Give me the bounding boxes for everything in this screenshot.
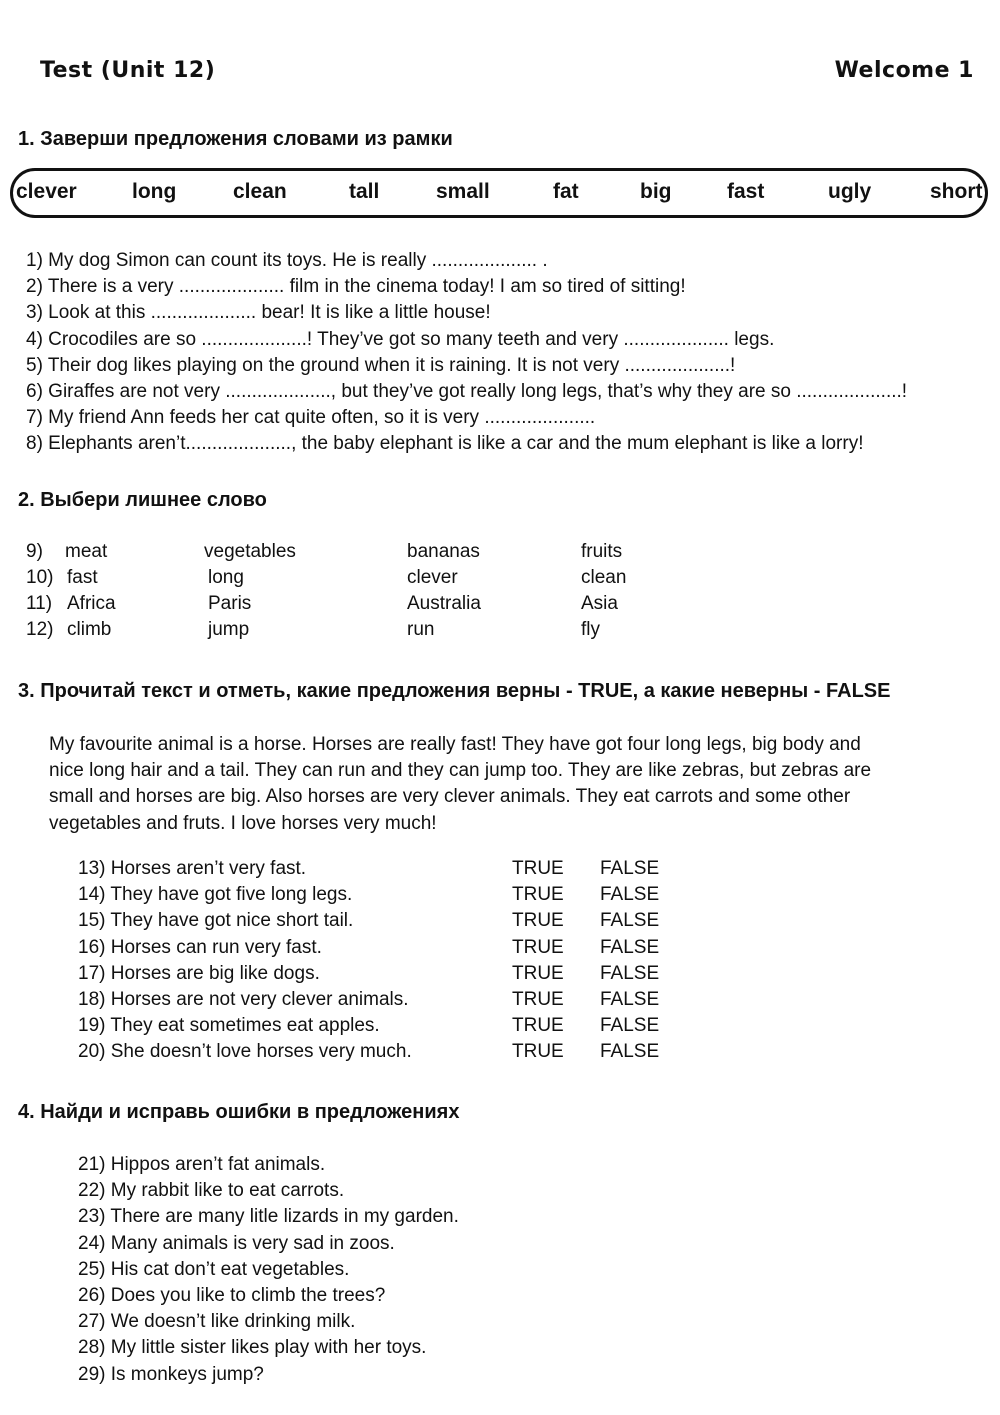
reading-line: small and horses are big. Also horses are very clever animals. They eat carrots and some other <box>49 786 851 808</box>
false-option[interactable]: FALSE <box>600 884 660 906</box>
false-option[interactable]: FALSE <box>600 962 660 984</box>
false-option[interactable]: FALSE <box>600 910 660 932</box>
statement: 14) They have got five long legs. <box>78 884 353 906</box>
false-option[interactable]: FALSE <box>600 1015 660 1037</box>
word-bank-item: short <box>930 180 983 203</box>
false-column <box>600 856 659 1066</box>
odd-one-word: Africa <box>67 593 116 614</box>
odd-one-word: clean <box>581 567 627 588</box>
fill-in-sentence: 8) Elephants aren’t...................., the baby elephant is like a car and the mum elephant is like a lorry! <box>26 433 864 455</box>
statement: 20) She doesn’t love horses very much. <box>78 1041 412 1063</box>
true-false-statements <box>78 856 412 1066</box>
true-option[interactable]: TRUE <box>512 962 564 984</box>
statement: 15) They have got nice short tail. <box>78 910 354 932</box>
word-bank-item: ugly <box>828 180 872 203</box>
true-option[interactable]: TRUE <box>512 936 564 958</box>
odd-one-word: run <box>407 619 435 640</box>
error-sentence: 26) Does you like to climb the trees? <box>78 1284 386 1306</box>
false-option[interactable]: FALSE <box>600 858 660 879</box>
test-title: Test (Unit 12) <box>40 58 216 83</box>
fill-in-sentence: 3) Look at this .................... bear! It is like a little house! <box>26 302 491 324</box>
false-option[interactable]: FALSE <box>600 1041 660 1063</box>
true-option[interactable]: TRUE <box>512 884 564 906</box>
word-bank-item: fat <box>553 180 579 203</box>
error-sentence: 27) We doesn’t like drinking milk. <box>78 1311 356 1333</box>
odd-one-word: fruits <box>581 541 623 562</box>
section3-heading: 3. Прочитай текст и отметь, какие предложения верны - TRUE, а какие неверны - FALSE <box>18 680 891 702</box>
word-bank-item: long <box>132 180 177 203</box>
true-option[interactable]: TRUE <box>512 910 564 932</box>
fill-in-sentence: 4) Crocodiles are so ....................! They’ve got so many teeth and very .................... legs. <box>26 328 775 350</box>
odd-one-word: bananas <box>407 541 480 562</box>
error-sentence: 24) Many animals is very sad in zoos. <box>78 1232 395 1254</box>
section2-heading: 2. Выбери лишнее слово <box>18 489 267 511</box>
word-bank-item: tall <box>349 180 380 203</box>
odd-one-word: meat <box>65 541 108 562</box>
true-option[interactable]: TRUE <box>512 1015 564 1037</box>
error-sentence: 23) There are many litle lizards in my garden. <box>78 1206 459 1228</box>
odd-one-word: Australia <box>407 593 481 614</box>
odd-one-word: jump <box>208 619 250 640</box>
word-bank-item: big <box>640 180 672 203</box>
error-sentence: 21) Hippos aren’t fat animals. <box>78 1154 326 1175</box>
fill-in-sentence: 6) Giraffes are not very ...................., but they’ve got really long legs, that’s why they are so ....................! <box>26 380 908 402</box>
statement: 18) Horses are not very clever animals. <box>78 988 409 1010</box>
false-option[interactable]: FALSE <box>600 936 660 958</box>
odd-one-word: fly <box>581 619 600 640</box>
odd-one-word: climb <box>67 619 112 640</box>
word-bank-item: clean <box>233 180 287 203</box>
odd-one-word: Paris <box>208 593 252 614</box>
fill-in-sentence: 1) My dog Simon can count its toys. He is really .................... . <box>26 250 548 271</box>
statement: 13) Horses aren’t very fast. <box>78 858 307 879</box>
fill-in-sentence: 5) Their dog likes playing on the ground when it is raining. It is not very ....................! <box>26 354 736 376</box>
statement: 17) Horses are big like dogs. <box>78 962 320 984</box>
false-option[interactable]: FALSE <box>600 988 660 1010</box>
word-bank-item: small <box>436 180 490 203</box>
true-option[interactable]: TRUE <box>512 1041 564 1063</box>
odd-one-word: Asia <box>581 593 618 614</box>
odd-one-num: 11) <box>26 593 53 614</box>
word-bank-item: clever <box>16 180 77 203</box>
error-sentence: 22) My rabbit like to eat carrots. <box>78 1180 345 1202</box>
true-option[interactable]: TRUE <box>512 858 564 879</box>
reading-text <box>49 732 871 837</box>
section4-heading: 4. Найди и исправь ошибки в предложениях <box>18 1101 460 1123</box>
reading-line: vegetables and fruts. I love horses very much! <box>49 812 437 834</box>
section1-sentences <box>26 248 907 458</box>
odd-one-word: long <box>208 567 244 588</box>
error-sentence: 25) His cat don’t eat vegetables. <box>78 1258 350 1280</box>
true-column <box>512 856 564 1066</box>
section1-heading: 1. Заверши предложения словами из рамки <box>18 128 453 150</box>
course-title: Welcome 1 <box>834 58 974 83</box>
statement: 16) Horses can run very fast. <box>78 936 322 958</box>
odd-one-num: 9) <box>26 541 43 562</box>
reading-line: nice long hair and a tail. They can run and they can jump too. They are like zebras, but zebras are <box>49 760 872 782</box>
odd-one-word: vegetables <box>204 541 296 562</box>
odd-one-word: clever <box>407 567 458 588</box>
true-option[interactable]: TRUE <box>512 988 564 1010</box>
error-sentence: 29) Is monkeys jump? <box>78 1363 264 1385</box>
fill-in-sentence: 7) My friend Ann feeds her cat quite often, so it is very ..................... <box>26 407 596 429</box>
odd-one-word: fast <box>67 567 98 588</box>
error-sentences <box>78 1152 459 1388</box>
odd-one-num: 10) <box>26 567 54 588</box>
word-bank-item: fast <box>727 180 765 203</box>
odd-one-num: 12) <box>26 619 54 640</box>
reading-line: My favourite animal is a horse. Horses are really fast! They have got four long legs, big body and <box>49 734 861 755</box>
error-sentence: 28) My little sister likes play with her toys. <box>78 1337 427 1359</box>
statement: 19) They eat sometimes eat apples. <box>78 1015 380 1037</box>
fill-in-sentence: 2) There is a very .................... film in the cinema today! I am so tired of sitting! <box>26 276 686 298</box>
